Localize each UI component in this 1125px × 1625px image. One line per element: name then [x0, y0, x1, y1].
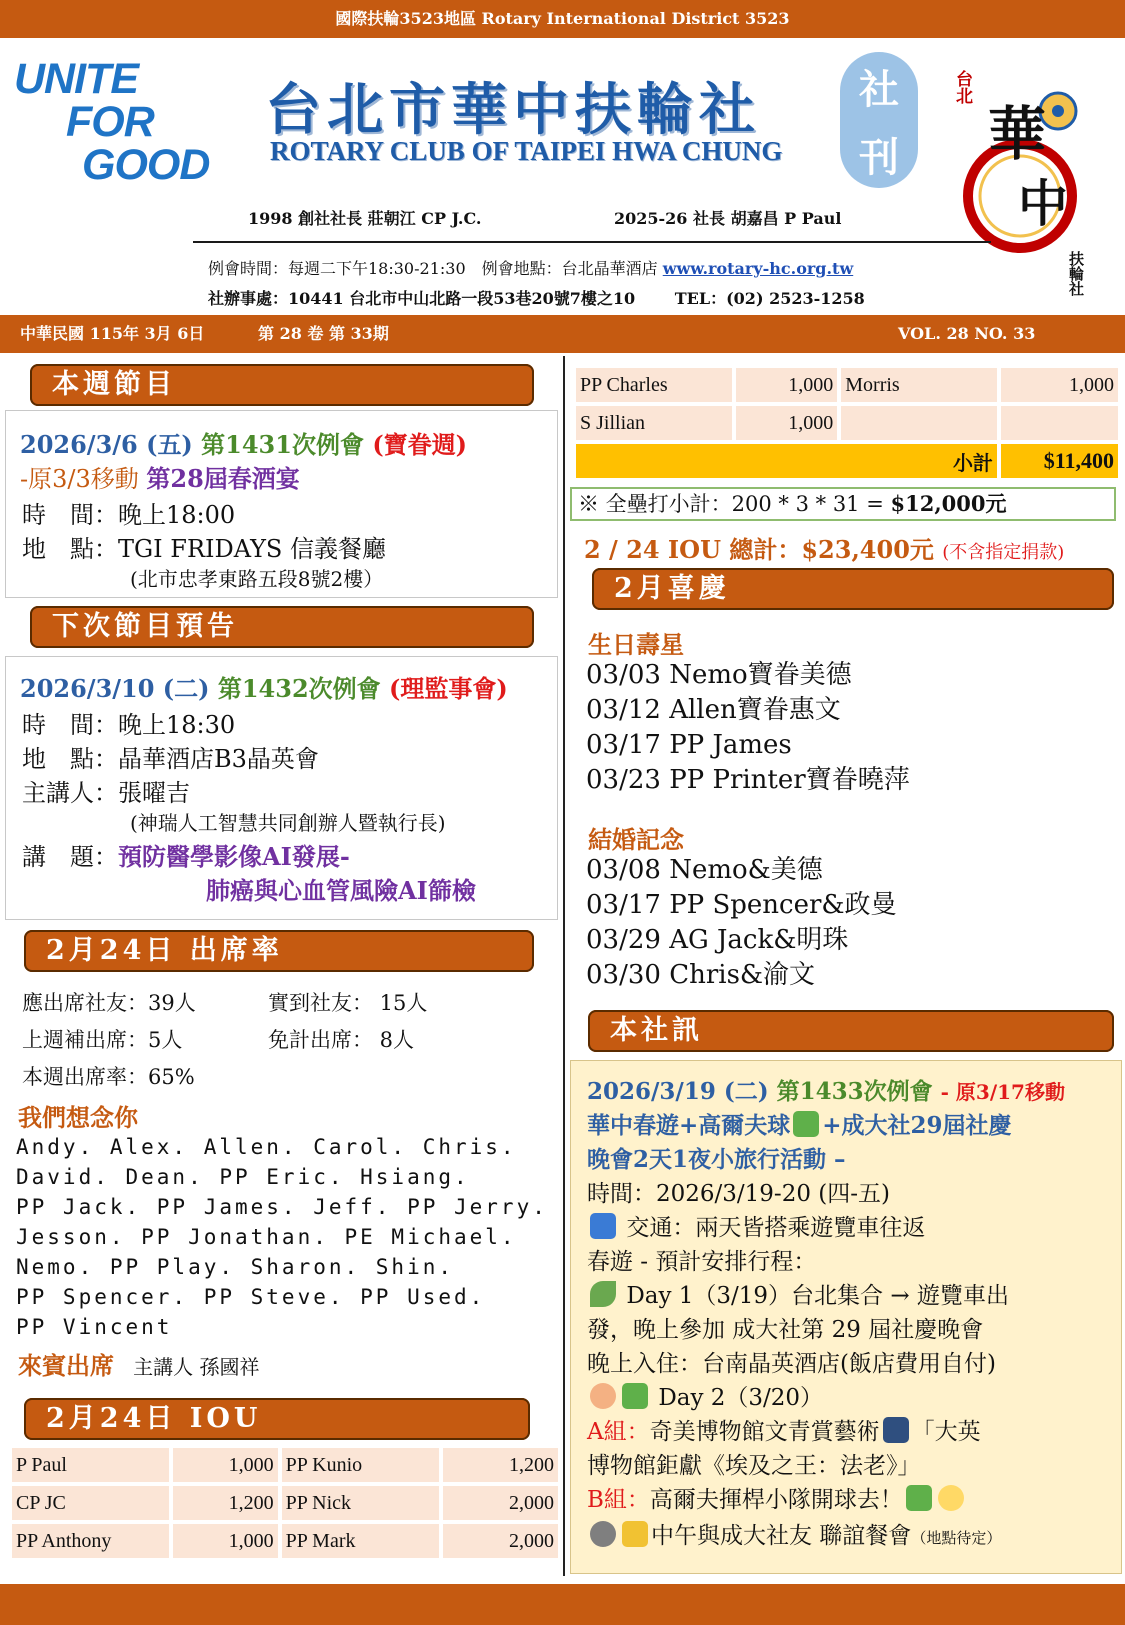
- subtotal-label: 小計: [576, 444, 997, 478]
- meeting-date: 2026/3/19 (二): [587, 1078, 777, 1105]
- group-a-text: 奇美博物館文青賞藝術: [649, 1419, 880, 1445]
- news-hotel: 晚上入住：台南晶英酒店(飯店費用自付): [587, 1351, 996, 1377]
- iou-grand-total: [584, 530, 1064, 565]
- iou-amount: 1,000: [1001, 368, 1118, 402]
- club-name-en: ROTARY CLUB OF TAIPEI HWA CHUNG: [270, 136, 783, 166]
- moved-note: - 原3/17移動: [940, 1080, 1065, 1104]
- palette-icon: [590, 1383, 616, 1409]
- list-item: 03/17 PP James: [586, 730, 792, 760]
- meeting-time: 例會時間：每週二下午18:30-21:30 例會地點：台北晶華酒店: [208, 259, 658, 278]
- office-tel: TEL：(02) 2523-1258: [674, 289, 865, 308]
- exempt-attend: 免計出席： 8人: [268, 1028, 415, 1052]
- iou-heading: 2月24日 IOU: [24, 1398, 530, 1440]
- meeting-theme: (理監事會): [389, 674, 508, 703]
- news-group-a: [587, 1413, 981, 1446]
- column-divider: [563, 356, 565, 1576]
- lunch-note: （地點待定）: [911, 1529, 1002, 1547]
- iou-name: PP Charles: [576, 368, 732, 402]
- golf-icon: [906, 1485, 932, 1511]
- handshake-icon: [622, 1521, 648, 1547]
- guest-name: 主講人 孫國祥: [133, 1355, 260, 1379]
- news-title: [587, 1073, 1065, 1106]
- subtotal-value: $11,400: [1001, 444, 1118, 478]
- event-title: 華中春遊+高爾夫球: [587, 1112, 791, 1139]
- meeting-date: 2026/3/10 (二): [20, 674, 218, 703]
- news-plan: 春遊 - 預計安排行程：: [587, 1249, 817, 1275]
- missing-members-line: Nemo. PP Play. Sharon. Shin.: [16, 1255, 455, 1279]
- table-row: [12, 1524, 558, 1558]
- homerun-total: $12,000元: [890, 491, 1007, 516]
- list-item: 03/29 AG Jack&明珠: [586, 925, 849, 955]
- meeting-theme: (寶眷週): [372, 430, 468, 459]
- meeting-number: 第1433次例會: [776, 1078, 941, 1105]
- meeting-number: 第1431次例會: [201, 430, 373, 459]
- iou-amount: 1,200: [443, 1448, 558, 1482]
- missing-members-line: David. Dean. PP Eric. Hsiang.: [16, 1165, 470, 1189]
- speaker-title: (神瑞人工智慧共同創辦人暨執行長): [130, 811, 446, 835]
- iou-name: PP Kunio: [282, 1448, 439, 1482]
- sunglasses-emoji-icon: [938, 1485, 964, 1511]
- event-address: (北市忠孝東路五段8號2樓）: [130, 567, 384, 591]
- next-week-heading: 下次節目預告: [30, 606, 534, 648]
- total-note: (不含指定捐款): [942, 542, 1065, 563]
- day2-text: Day 2（3/20）: [658, 1385, 824, 1411]
- issue-bar: [0, 315, 1125, 353]
- news-transport: [587, 1209, 925, 1242]
- iou-name: S Jillian: [576, 406, 732, 440]
- missing-members-line: PP Vincent: [16, 1315, 173, 1339]
- next-week-box: [5, 656, 558, 920]
- list-item: 03/03 Nemo寶眷美德: [586, 660, 852, 690]
- district-bar: 國際扶輪3523地區 Rotary International District 3523: [0, 0, 1125, 38]
- list-item: 03/23 PP Printer寶眷曉萍: [586, 765, 910, 795]
- list-item: 03/30 Chris&渝文: [586, 960, 816, 990]
- attendance-heading: 2月24日 出席率: [24, 930, 534, 972]
- news-event-line1: [587, 1107, 1012, 1140]
- iou-name: P Paul: [12, 1448, 169, 1482]
- footer-bar: [0, 1584, 1125, 1625]
- music-icon: [883, 1417, 909, 1443]
- group-a-label: A組：: [587, 1419, 650, 1445]
- this-week-title: [20, 425, 467, 460]
- issue-volume: 第 28 卷 第 33期: [258, 324, 389, 343]
- issue-date: 中華民國 115年 3月 6日: [20, 324, 205, 343]
- homerun-text: ※ 全壘打小計：200 * 3 * 31 =: [578, 492, 891, 516]
- should-attend: 應出席社友：39人: [22, 991, 196, 1015]
- anniversary-heading: 結婚記念: [588, 825, 684, 854]
- topic-line1: 預防醫學影像AI發展-: [118, 842, 350, 871]
- news-day2: [587, 1379, 823, 1412]
- transport-text: 交通：兩天皆搭乘遊覽車往返: [626, 1215, 926, 1241]
- golf-icon: [622, 1383, 648, 1409]
- club-news-heading: 本社訊: [588, 1010, 1114, 1052]
- meeting-number: 第1432次例會: [217, 674, 390, 703]
- guest-heading: 來賓出席: [18, 1351, 114, 1380]
- missing-members-line: PP Jack. PP James. Jeff. PP Jerry.: [16, 1195, 548, 1219]
- missing-members-line: Andy. Alex. Allen. Carol. Chris.: [16, 1135, 517, 1159]
- logo-text: 台北: [952, 70, 972, 104]
- logo-text: 扶輪社: [1067, 251, 1085, 296]
- group-b-text: 高爾夫揮桿小隊開球去！: [649, 1487, 903, 1513]
- badge-char: 社: [859, 66, 899, 113]
- makeup-attend: 上週補出席：5人: [22, 1028, 183, 1052]
- table-row: [12, 1486, 558, 1520]
- motto-word: UNITE: [14, 55, 138, 103]
- guest-row: [18, 1346, 259, 1381]
- next-place: 地 點：晶華酒店B3晶英會: [22, 745, 319, 773]
- this-week-heading: 本週節目: [30, 364, 534, 406]
- miss-you-heading: 我們想念你: [18, 1103, 138, 1132]
- badge-char: 刊: [859, 134, 899, 181]
- table-row: [576, 406, 1118, 440]
- actual-attend: 實到社友： 15人: [268, 991, 428, 1015]
- this-week-box: [5, 410, 558, 598]
- iou-table: [8, 1444, 562, 1562]
- club-name-zh: 台北市華中扶輪社: [265, 77, 761, 143]
- office-info: [208, 286, 865, 309]
- office-address: 社辦事處：10441 台北市中山北路一段53巷20號7樓之10: [208, 289, 636, 308]
- topic-line2: 肺癌與心血管風險AI篩檢: [206, 876, 476, 905]
- logo-char: 中: [1018, 174, 1068, 233]
- celebrations-heading: 2月喜慶: [592, 568, 1114, 610]
- iou-amount: 2,000: [443, 1524, 558, 1558]
- next-topic: [22, 837, 350, 872]
- missing-members-list: [16, 1132, 548, 1342]
- next-week-title: [20, 669, 508, 704]
- moved-note: -原3/3移動: [20, 465, 147, 493]
- event-name: 第28屆春酒宴: [146, 464, 300, 493]
- iou-amount: 1,000: [736, 368, 837, 402]
- missing-members-line: PP Spencer. PP Steve. PP Used.: [16, 1285, 486, 1309]
- iou-name: PP Mark: [282, 1524, 439, 1558]
- attendance-rate: 本週出席率：65%: [22, 1065, 195, 1089]
- birthday-heading: 生日壽星: [588, 630, 684, 659]
- logo-char: 華: [988, 100, 1047, 168]
- event-place: 地 點：TGI FRIDAYS 信義餐廳: [22, 535, 387, 563]
- news-day1: [587, 1277, 1009, 1310]
- iou-name: CP JC: [12, 1486, 169, 1520]
- total-text: 2 / 24 IOU 總計：$23,400元: [584, 535, 943, 564]
- homerun-subtotal: [570, 487, 1116, 521]
- motto-word: GOOD: [82, 141, 210, 189]
- next-time: 時 間：晚上18:30: [22, 711, 236, 739]
- day1-text: Day 1（3/19）台北集合 → 遊覽車出: [626, 1283, 1009, 1309]
- table-row: [12, 1448, 558, 1482]
- newsletter-badge: [840, 52, 918, 188]
- missing-members-line: Jesson. PP Jonathan. PE Michael.: [16, 1225, 517, 1249]
- motto-word: FOR: [66, 98, 154, 146]
- news-day1-cont: 發，晚上參加 成大社第 29 屆社慶晚會: [587, 1317, 984, 1343]
- leaf-icon: [590, 1281, 616, 1307]
- group-b-label: B組：: [587, 1487, 650, 1513]
- event-title: +成大社29屆社慶: [822, 1112, 1012, 1139]
- founder-text: 1998 創社社長 莊朝江 CP J.C.: [248, 209, 482, 228]
- list-item: 03/08 Nemo&美德: [586, 855, 823, 885]
- list-item: 03/12 Allen寶眷惠文: [586, 695, 841, 725]
- news-event-line2: 晚會2天1夜小旅行活動 –: [587, 1146, 846, 1173]
- unite-for-good-logo: [14, 55, 224, 189]
- iou-name: PP Nick: [282, 1486, 439, 1520]
- iou-name: [841, 406, 997, 440]
- club-news-box: [570, 1060, 1122, 1574]
- meeting-info: [208, 256, 853, 279]
- divider: [193, 241, 991, 243]
- news-time: 時間：2026/3/19-20 (四-五): [587, 1181, 890, 1207]
- anniversary-list: [586, 853, 897, 993]
- bus-icon: [590, 1213, 616, 1239]
- iou-amount: 2,000: [443, 1486, 558, 1520]
- topic-label: 講 題：: [22, 843, 118, 871]
- iou-amount: 1,000: [173, 1448, 277, 1482]
- list-item: 03/17 PP Spencer&政曼: [586, 890, 897, 920]
- meeting-date: 2026/3/6 (五): [20, 430, 202, 459]
- issue-vol-en: VOL. 28 NO. 33: [898, 324, 1036, 343]
- next-speaker: 主講人：張曜吉: [22, 779, 190, 807]
- event-time: 時 間：晚上18:00: [22, 501, 236, 529]
- iou-amount: 1,000: [173, 1524, 277, 1558]
- lunch-text: 中午與成大社友 聯誼餐會: [651, 1523, 912, 1549]
- iou-table-continued: [572, 364, 1122, 482]
- iou-name: Morris: [841, 368, 997, 402]
- subtotal-row: [576, 444, 1118, 478]
- news-group-a-cont: 博物館鉅獻《埃及之王：法老》」: [587, 1453, 921, 1479]
- iou-amount: 1,200: [173, 1486, 277, 1520]
- iou-name: PP Anthony: [12, 1524, 169, 1558]
- this-week-subtitle: [20, 459, 300, 494]
- club-logo: [952, 46, 1098, 296]
- news-lunch: [587, 1517, 1001, 1550]
- group-a-text: 「大英: [911, 1419, 981, 1445]
- golf-icon: [793, 1111, 819, 1137]
- news-group-b: [587, 1481, 967, 1514]
- president-text: 2025-26 社長 胡嘉昌 P Paul: [614, 209, 842, 228]
- iou-amount: 1,000: [736, 406, 837, 440]
- birthday-list: [586, 658, 910, 798]
- iou-amount: [1001, 406, 1118, 440]
- table-row: [576, 368, 1118, 402]
- plate-icon: [590, 1521, 616, 1547]
- website-link[interactable]: www.rotary-hc.org.tw: [662, 259, 854, 278]
